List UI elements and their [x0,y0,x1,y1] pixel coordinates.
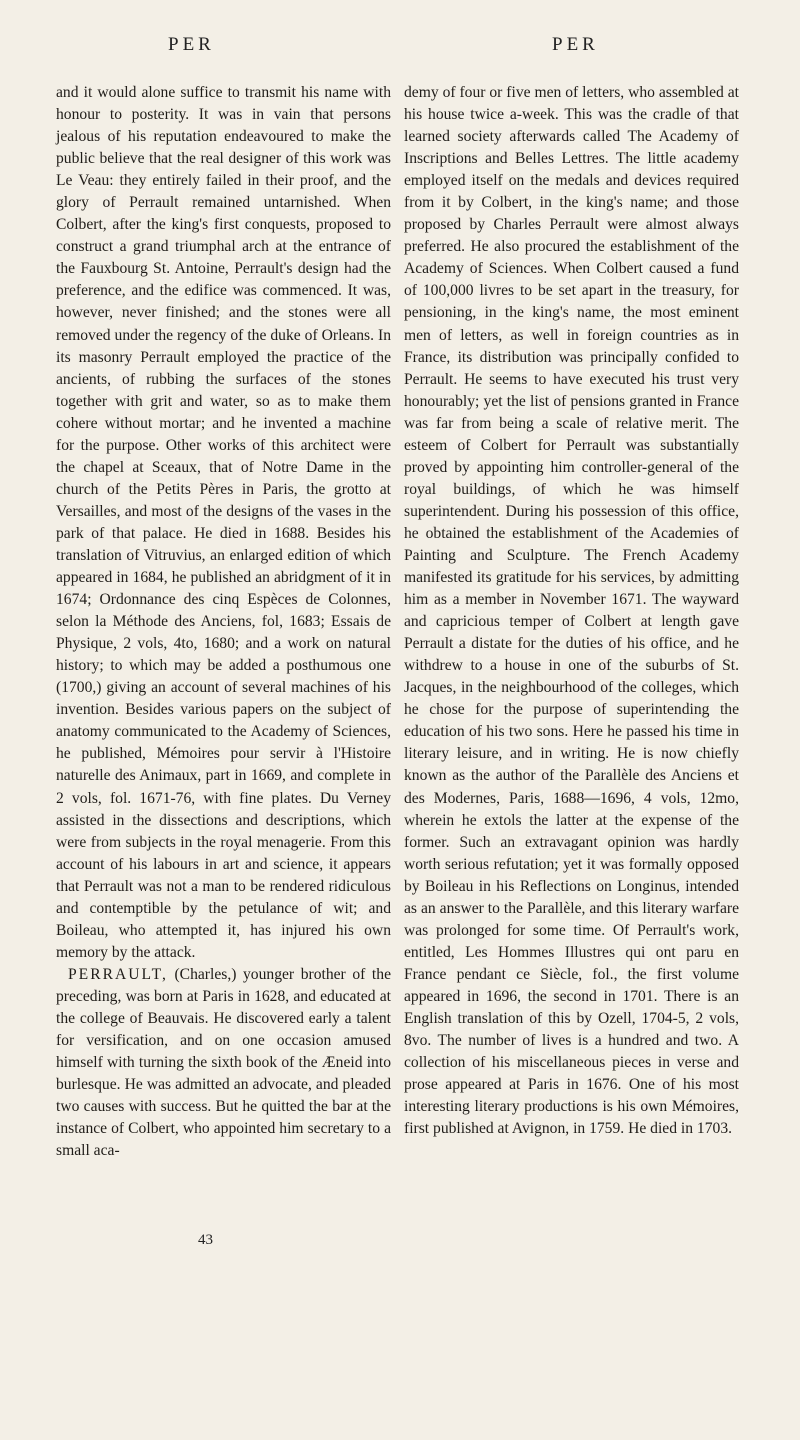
page-number: 43 [198,1232,213,1248]
dictionary-entry [56,964,391,1162]
right-column [404,82,739,1140]
left-column [56,82,391,1162]
left-column-paragraph: and it would alone suffice to transmit his name with honour to posterity. It was in vain that persons jealous of his reputation endeavoured to make the public believe that the real designer of this work was Le Veau: they entirely failed in their proof, and the glory of Perrault remained untarnished. When Colbert, after the king's first conquests, proposed to construct a grand triumphal arch at the entrance of the Fauxbourg St. Antoine, Perrault's design had the preference, and the edifice was commenced. It was, however, never finished; and the stones were all removed under the regency of the duke of Orleans. In its masonry Perrault employed the practice of the ancients, of rubbing the surfaces of the stones together with grit and water, so as to make them cohere without mortar; and he invented a machine for the purpose. Other works of this architect were the chapel at Sceaux, that of Notre Dame in the church of the Petits Pères in Paris, the grotto at Versailles, and most of the designs of the vases in the park of that palace. He died in 1688. Besides his translation of Vitruvius, an enlarged edition of which appeared in 1684, he published an abridgment of it in 1674; Ordonnance des cinq Espèces de Colonnes, selon la Méthode des Anciens, fol, 1683; Essais de Physique, 2 vols, 4to, 1680; and a work on natural history; to which may be added a posthumous one (1700,) giving an account of several machines of his invention. Besides various papers on the subject of anatomy communicated to the Academy of Sciences, he published, Mémoires pour servir à l'Histoire naturelle des Animaux, part in 1669, and complete in 2 vols, fol. 1671-76, with fine plates. Du Verney assisted in the dissections and descriptions, which were from subjects in the royal menagerie. From this account of his labours in art and science, it appears that Perrault was not a man to be rendered ridiculous and contemptible by the petulance of wit; and Boileau, who attempted it, has injured his own memory by the attack. [56,84,391,961]
running-head-right: PER [552,34,599,55]
entry-name: PERRAULT, [68,965,168,983]
right-column-paragraph: demy of four or five men of letters, who assembled at his house twice a-week. This was the cradle of that learned society afterwards called The Academy of Inscriptions and Belles Lettres. The little academy employed itself on the medals and devices required from it by Colbert, in the king's name; and those proposed by Charles Perrault were almost always preferred. He also procured the establishment of the Academy of Sciences. When Colbert caused a fund of 100,000 livres to be set apart in the treasury, for pensioning, in the king's name, the most eminent men of letters, as well in foreign countries as in France, its distribution was principally confided to Perrault. He seems to have executed his trust very honourably; yet the list of pensions granted in France was far from being a scale of relative merit. The esteem of Colbert for Perrault was substantially proved by appointing him controller-general of the royal buildings, of which he was himself superintendent. During his possession of this office, he obtained the establishment of the Academies of Painting and Sculpture. The French Academy manifested its gratitude for his services, by admitting him as a member in November 1671. The wayward and capricious temper of Colbert at length gave Perrault a distate for the duties of his office, and he withdrew to a house in one of the suburbs of St. Jacques, in the neighbourhood of the colleges, which he chose for the purpose of superintending the education of his two sons. Here he passed his time in literary leisure, and in writing. He is now chiefly known as the author of the Parallèle des Anciens et des Modernes, Paris, 1688—1696, 4 vols, 12mo, wherein he extols the latter at the expense of the former. Such an extravagant opinion was hardly worth serious refutation; yet it was formally opposed by Boileau in his Reflections on Longinus, intended as an answer to the Parallèle, and this literary warfare was prolonged for some time. Of Perrault's work, entitled, Les Hommes Illustres qui ont paru en France pendant ce Siècle, fol., the first volume appeared in 1696, the second in 1701. There is an English translation of this by Ozell, 1704-5, 2 vols, 8vo. The number of lives is a hundred and two. A collection of his miscellaneous pieces in verse and prose appeared at Paris in 1676. One of his most interesting literary productions is his own Mémoires, first published at Avignon, in 1759. He died in 1703. [404,84,739,1138]
entry-text: (Charles,) younger brother of the preceding, was born at Paris in 1628, and educated at the college of Beauvais. He discovered early a talent for versification, and on one occasion amused himself with turning the sixth book of the Æneid into burlesque. He was admitted an advocate, and pleaded two causes with success. But he quitted the bar at the instance of Colbert, who appointed him secretary to a small aca- [56,965,391,1160]
running-head-left: PER [168,34,215,55]
